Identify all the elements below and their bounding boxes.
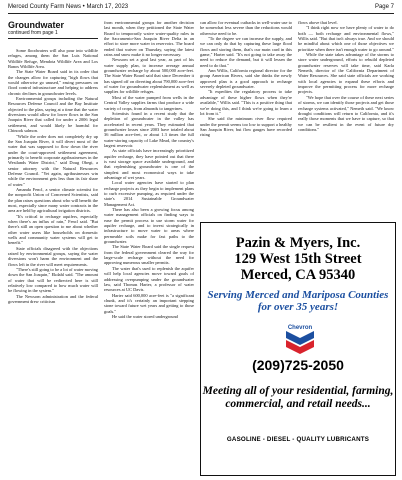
article-column-3 <box>200 20 292 138</box>
article-paragraph: flows above that level. <box>298 20 338 25</box>
article-column-2 <box>104 20 194 319</box>
article-paragraph: Most of the water pumped from wells in the Central Valley supplies farms that produce a wide variety of crops, from almonds to tangerines. <box>104 94 194 111</box>
article-paragraph: Scientists found in a recent study that the depletion of groundwater in the valley has accelerated in recent years. They estimated that groundwater losses since 2003 have totaled about 36 million acre-feet, or about 1.3 times the full water-storing capacity of Lake Mead, the country's largest reservoir. <box>104 110 194 148</box>
article-paragraph: Local water agencies have started to plan recharge projects as they begin to implement plans to curb excessive pumping, as required under the state's 2014 Sustainable Groundwater Management Act. <box>104 180 194 207</box>
article-paragraph: There has also been a growing focus among water management officials on finding ways to ease the permit process to use storm water for aquifer recharge, and to invest strategically in infrastructure to move water to areas where permeable soils make for fast paths to the groundwater. <box>104 207 194 245</box>
article-paragraph: The water that's used to replenish the aquifer will help local agencies move toward goals of addressing overpumping under the groundwater law, said Thomas Harter, a professor of water resources at UC Davis. <box>104 265 194 293</box>
chevron-logo-icon <box>281 323 319 355</box>
page-number: Page 7 <box>374 4 394 10</box>
article-paragraph: "To the degree we can increase the supply, and we can only do that by capturing these large flood flows and storing them, that's our main card in this game," Harter said. "It's not going to take away the need to reduce the demand, but it will lessen the need to do that." <box>200 36 292 68</box>
article-paragraph: "I think right now we have plenty of water to do both — both recharge and environmental flows," Willis said. "But that isn't always true. And we should be mindful about which one of those objectives we prioritize when there isn't enough water to go around." <box>298 25 394 52</box>
article-paragraph: State officials disagreed with the objections raised by environmental groups, saying the water diversions won't harm the environment and the flows left in the river will meet requirements. <box>8 245 98 267</box>
ad-street-address: 129 West 15th Street <box>234 251 362 267</box>
ad-phone-number: (209)725-2050 <box>252 357 344 373</box>
article-paragraph: He said the water stored underground <box>112 313 178 319</box>
publication-line: Merced County Farm News • March 17, 2023 <box>8 4 129 10</box>
continued-note: continued from page 1 <box>8 30 98 39</box>
article-column-4 <box>298 20 394 132</box>
article-paragraph: can allow for eventual cutbacks in well-water use to be somewhat less severe than the reductions would otherwise need to be. <box>200 20 292 36</box>
article-paragraph: "There's still going to be a lot of water moving down the San Joaquin," Ekdahl said. "The amount of water that will be redirected here is still relatively low compared to how much water will be flowing in the system." <box>8 267 98 294</box>
article-paragraph: Amanda Fencl, a senior climate scientist for the nonprofit Union of Concerned Scientists, said the plan raises questions about who will benefit the most, especially since many water contracts in the area are held by agricultural irrigation districts. <box>8 186 98 214</box>
article-paragraph: She said the minimum river flow required under the permit seems too low to support a healthy San Joaquin River, but flow gauges have recorded rising <box>200 116 292 138</box>
article-paragraph: "While the order does not completely dry up the San Joaquin River, it will divert most of the water that was supposed to flow down the river under the court-approved settlement agreement, primarily to benefit corporate agribusinesses in the Westlands Water District," said Doug Obegi, a senior attorney with the Natural Resources Defense Council. "Yet again, agribusinesses win while the environment gets less than its fair share of water." <box>8 133 98 187</box>
article-paragraph: The State Water Board said in its order that the changes allow for capturing "high flows that would otherwise go unused," easing pressures on flood control infrastructure and helping to address chronic declines in groundwater levels. <box>8 69 98 96</box>
article-paragraph: The State Water Board said the single request from the federal government cleared the way for large-scale recharge without the need for approving numerous smaller permits. <box>104 244 194 266</box>
article-column-1 <box>8 20 98 305</box>
page-header <box>8 2 394 12</box>
article-paragraph: Newsom set a goal last year, as part of his water supply plan, to increase average annual groundwater recharge by about 500,000 acre-feet. The State Water Board said that since December it has signed off on diverting about 790,000 acre-feet of water for groundwater replenishment as well as supplies for wildlife refuges. <box>104 57 194 95</box>
ad-company-name: Pazin & Myers, Inc. <box>235 235 361 251</box>
article-paragraph: Environmental groups including the Natural Resources Defense Council and the Bay Institute objected to the plan, saying at a time that the water diversions would allow for lower flows in the San Joaquin River that called for under a 2006 legal settlement, and would likely be harmful for Chinook salmon. <box>8 96 98 134</box>
article-paragraph: from environmental groups for another decision last month, when they petitioned the State Water Board to temporarily waive water-quality rules in the Sacramento-San Joaquin River Delta in an effort to store more water in reservoirs. The board ended that waiver on Thursday, saying the latest rains and snow make it no longer necessary. <box>104 20 194 58</box>
article-paragraph: As state officials have increasingly prioritized aquifer recharge, they have pointed out that there is vast storage space available underground, and that replenishing groundwater is one of the simplest and most economical ways to take advantage of wet years. <box>104 148 194 180</box>
ad-slogan: Meeting all of your residential, farming, commercial, and retail needs... <box>202 385 394 410</box>
article-paragraph: "It's critical to recharge aquifers, especially when there's an influx of rain," Fencl said. "But there's still an open question to me about whether other water users like households on domestic wells and community water systems will get to benefit." <box>8 213 98 246</box>
pazin-myers-advertisement <box>200 222 396 476</box>
article-paragraph: "It expedites the regulatory process to take advantage of these higher flows when they're available," Willis said. "This is a positive thing that we're doing this, and I think we're going to learn a lot from it." <box>200 89 292 116</box>
article-paragraph: The Newsom administration and the federal government drew criticism <box>8 293 98 305</box>
ad-product-line: GASOLINE - DIESEL - QUALITY LUBRICANTS <box>226 436 370 443</box>
ad-city: Merced, CA 95340 <box>240 267 356 283</box>
article-paragraph: Harter said 600,000 acre-feet is "a significant chunk, and it's certainly an important stepping stone toward future wet years and getting to those goals." <box>104 292 194 314</box>
column-1-body <box>8 48 98 305</box>
article-paragraph: "We hope that over the course of these next series of storms, we can identify those projects and get those recharge systems activated," Nemeth said. "We know drought conditions will return to California, and it's really those moments that we have to capture, so that we can be resilient in the event of future dry conditions." <box>298 94 394 132</box>
article-paragraph: Some floodwaters will also pour into wildlife refuges, among them the San Luis National Wildlife Refuge, Mendota Wildlife Area and Los Banos Wildlife Area. <box>8 48 98 70</box>
ad-tagline: Serving Merced and Mariposa Counties for over 35 years! <box>207 289 389 313</box>
article-title: Groundwater <box>8 20 65 30</box>
article-paragraph: While the state takes advantage of the storms to store water underground, efforts to rebuild depleted groundwater reserves will take time, said Karla Nemeth, director of the California Department of Water Resources. She said state officials are working with local agencies to expand these efforts and improve the permitting process for more recharge projects. <box>298 52 394 95</box>
article-paragraph: Ann Willis, California regional director for the group American Rivers, said she thinks the newly approved plan is a good approach to recharge severely depleted groundwater. <box>200 68 292 90</box>
header-rule <box>8 13 394 14</box>
chevron-logo-text: Chevron <box>287 325 313 331</box>
